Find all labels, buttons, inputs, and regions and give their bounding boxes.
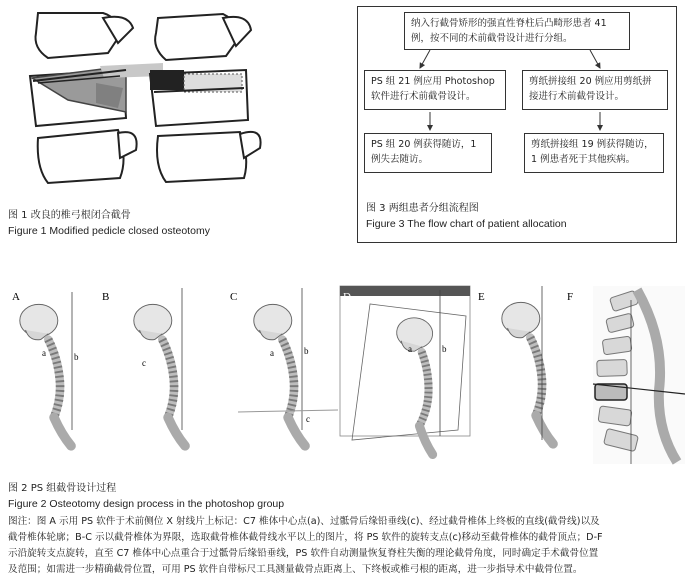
vertebra-right-drawing <box>150 14 261 182</box>
figure1-caption-cn: 图 1 改良的椎弓根闭合截骨 <box>8 210 131 221</box>
panel-b-letter: B <box>102 291 110 303</box>
point-label-b-d: b <box>442 344 447 354</box>
note-line-2: 截骨椎体轮廓；B-C 示以截骨椎体为界限，选取截骨椎体截骨线水平以上的图片，将 PS 软件的旋转支点(c)移动至截骨椎体的截骨顶点；D-F <box>8 532 603 543</box>
flow-box-enrolled: 纳入行截骨矫形的强直性脊柱后凸畸形患者 41 例，按不同的术前截骨设计进行分组。 <box>404 12 630 50</box>
panel-e-letter: E <box>478 291 485 303</box>
panel-c-letter: C <box>230 291 238 303</box>
note-line-4: 及范围；如需进一步精确截骨位置，可用 PS 软件自带标尺工具测量截骨点距离上、下终板或椎弓根的距离，进一步指导术中截骨位置。 <box>8 564 583 575</box>
point-label-b: b <box>74 352 79 362</box>
panel-a <box>12 291 79 446</box>
point-label-a-d: a <box>408 344 412 354</box>
flow-box-paper-group: 剪纸拼接组 20 例应用剪纸拼接进行术前截骨设计。 <box>522 70 668 110</box>
flow-box-ps-group: PS 组 21 例应用 Photoshop 软件进行术前截骨设计。 <box>364 70 506 110</box>
figure2-caption-en: Figure 2 Osteotomy design process in the photoshop group <box>8 498 285 510</box>
panel-a-letter: A <box>12 291 20 303</box>
figure3-caption-en: Figure 3 The flow chart of patient allocation <box>366 218 567 230</box>
figure2-note <box>8 514 678 578</box>
panel-d <box>340 286 470 454</box>
figure1-caption-en: Figure 1 Modified pedicle closed osteotomy <box>8 225 210 237</box>
note-line-3: 示沿旋转支点旋转，直至 C7 椎体中心点重合于过骶骨后缘铅垂线，PS 软件自动测量恢复脊柱失衡的理论截骨角度，同时确定手术截骨位置 <box>8 548 599 559</box>
note-line-1: 图注：图 A 示用 PS 软件于术前侧位 X 射线片上标记：C7 椎体中心点(a)、过骶骨后缘铅垂线(c)、经过截骨椎体上终板的直线(截骨线)以及 <box>8 516 600 527</box>
panel-e <box>478 286 553 444</box>
flow-box-paper-followup: 剪纸拼接组 19 例获得随访，1 例患者死于其他疾病。 <box>524 133 664 173</box>
flow-box-ps-followup: PS 组 20 例获得随访，1 例失去随访。 <box>364 133 492 173</box>
point-label-a-c: a <box>270 348 274 358</box>
figure3-caption-cn: 图 3 两组患者分组流程图 <box>366 203 479 214</box>
panel-f <box>567 286 685 464</box>
figure2-panels <box>0 280 685 470</box>
figure2-caption-cn: 图 2 PS 组截骨设计过程 <box>8 483 117 494</box>
figure1-illustration <box>8 8 343 188</box>
panel-f-letter: F <box>567 291 574 303</box>
panel-d-letter: D <box>343 291 351 303</box>
point-label-b-c: b <box>304 346 309 356</box>
panel-b <box>102 288 185 446</box>
panel-c <box>230 288 338 446</box>
point-label-c-b: c <box>142 358 146 368</box>
point-label-c-c: c <box>306 414 310 424</box>
figure1 <box>8 8 343 188</box>
point-label-a: a <box>42 348 46 358</box>
